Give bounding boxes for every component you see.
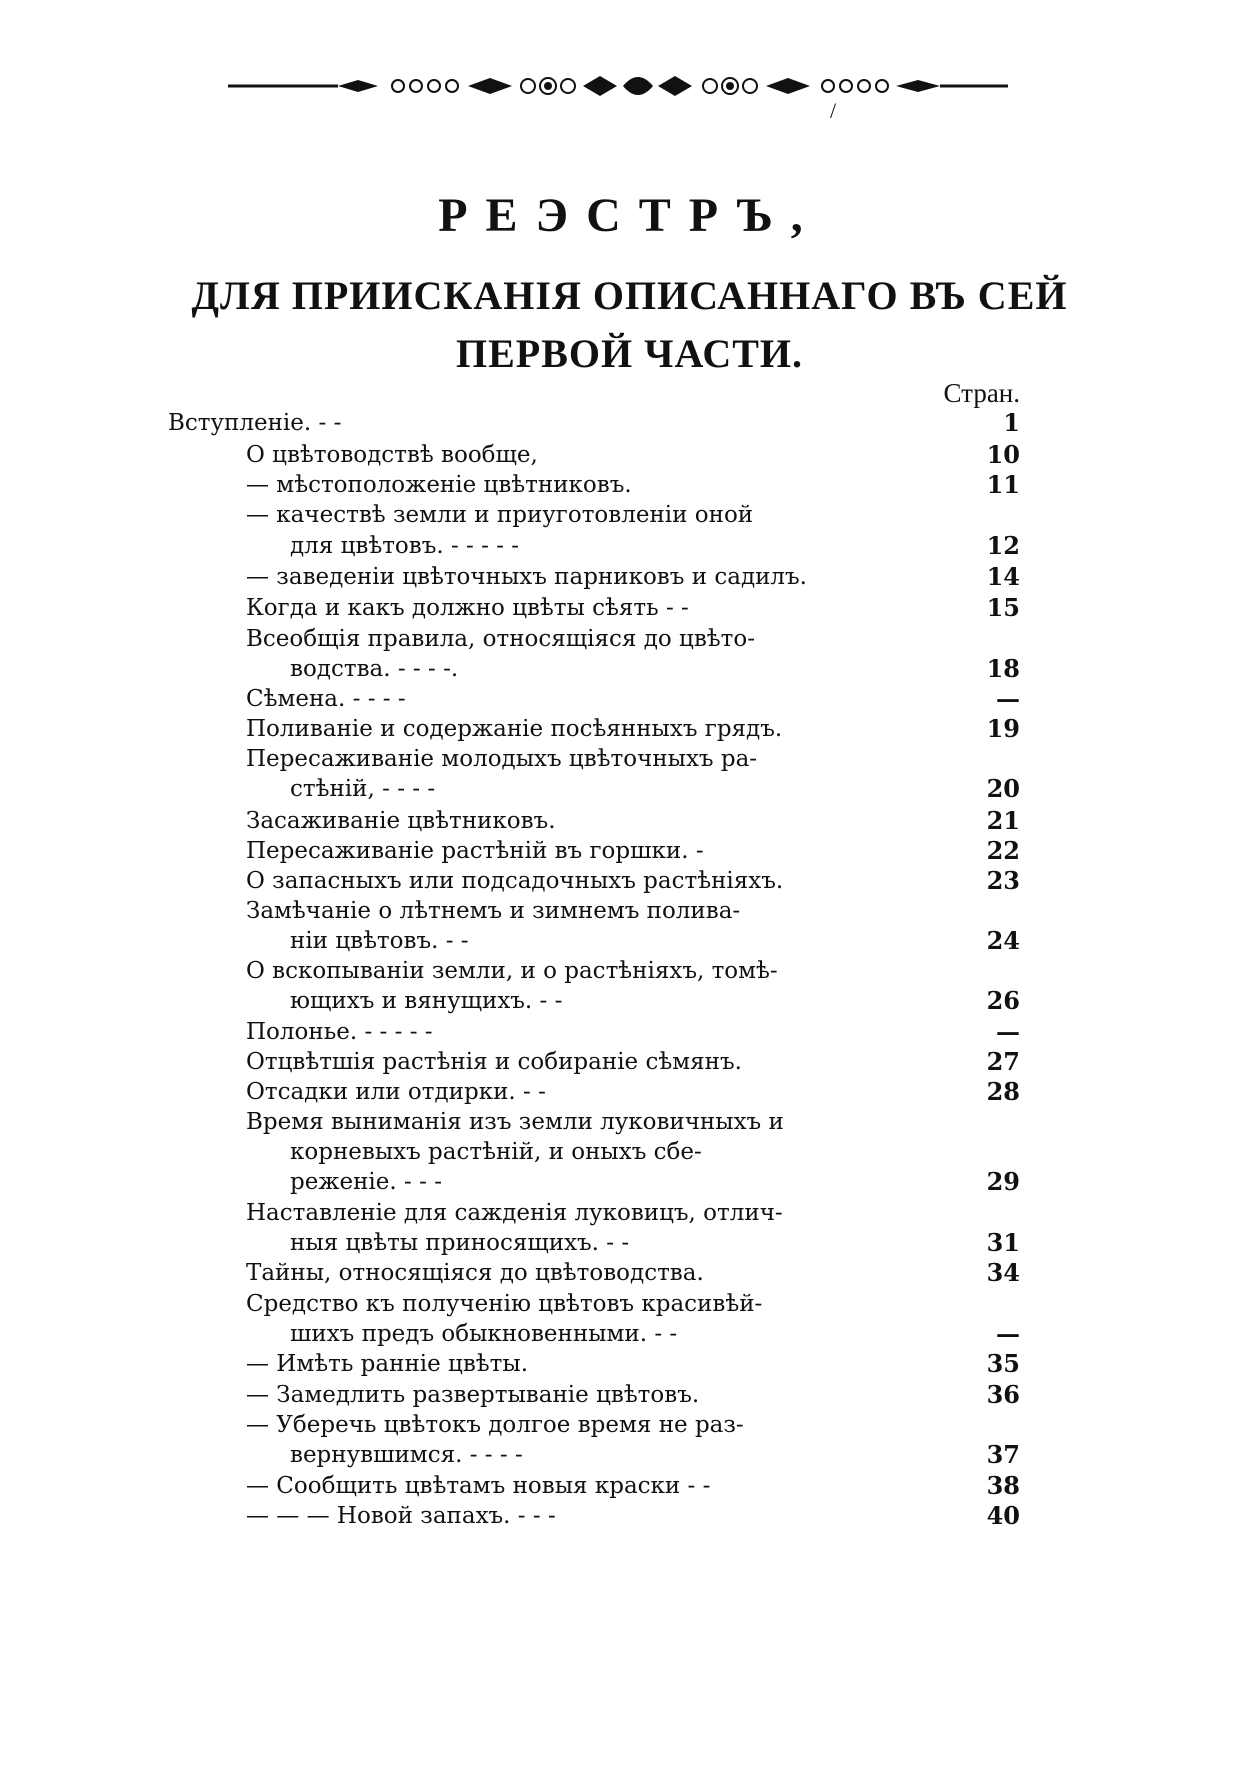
toc-entry-page: 12: [986, 531, 1020, 560]
toc-entry-page: 11: [986, 470, 1020, 499]
toc-entry-page: [950, 1410, 1020, 1440]
toc-entry-text: шихъ предъ обыкновенными. - -: [290, 1321, 678, 1347]
toc-entry-page: 18: [986, 654, 1020, 683]
toc-entry-page: [950, 896, 1020, 926]
toc-entry-text: Вступленiе. - -: [168, 410, 342, 436]
toc-entry-text: Засаживанiе цвѣтниковъ.: [246, 808, 556, 834]
toc-entry-text: Полонье. - - - - -: [246, 1019, 433, 1045]
subtitle-line-2: ПЕРВОЙ ЧАСТИ.: [455, 331, 804, 376]
toc-entry-page: [950, 744, 1020, 774]
toc-entry-text: корневыхъ растѣнiй, и оныхъ сбе-: [290, 1139, 702, 1165]
toc-entry-text: — заведенiи цвѣточныхъ парниковъ и садилъ.: [246, 564, 807, 590]
toc-entry-text: Замѣчанiе о лѣтнемъ и зимнемъ полива-: [246, 898, 741, 924]
subtitle-line-1: ДЛЯ ПРИИСКАНIЯ ОПИСАННАГО ВЪ СЕЙ: [191, 273, 1068, 318]
toc-entry-page: 24: [986, 926, 1020, 955]
page-mark: /: [830, 98, 837, 123]
toc-entry-page: —: [996, 1319, 1020, 1348]
toc-entry-page: 28: [986, 1077, 1020, 1106]
toc-entry-text: Наставленiе для сажденiя луковицъ, отлич-: [246, 1200, 783, 1226]
toc-entry-page: [950, 956, 1020, 986]
toc-entry-page: [950, 1137, 1020, 1167]
toc-entry-page: [950, 624, 1020, 654]
toc-entry-page: 29: [986, 1167, 1020, 1196]
toc-entry-text: стѣнiй, - - - -: [290, 776, 436, 802]
toc-entry-page: 15: [986, 593, 1020, 622]
toc-entry-page: —: [996, 1017, 1020, 1046]
toc-entry-text: Время выниманiя изъ земли луковичныхъ и: [246, 1109, 784, 1135]
toc-entry-text: — Имѣть раннiе цвѣты.: [246, 1351, 529, 1377]
toc-entry-page: 36: [986, 1380, 1020, 1409]
toc-entry-text: для цвѣтовъ. - - - - -: [290, 533, 520, 559]
toc-entry-page: 26: [986, 986, 1020, 1015]
toc-entry-text: вернувшимся. - - - -: [290, 1442, 523, 1468]
toc-entry-text: Поливанiе и содержанiе посѣянныхъ грядъ.: [246, 716, 783, 742]
toc-entry-page: 40: [986, 1501, 1020, 1530]
toc-entry-page: 38: [986, 1471, 1020, 1500]
toc-entry-text: — Уберечь цвѣтокъ долгое время не раз-: [246, 1412, 744, 1438]
toc-entry-text: — — — Новой запахъ. - - -: [246, 1503, 556, 1529]
toc-entry-text: нiи цвѣтовъ. - -: [290, 928, 469, 954]
toc-entry-text: Когда и какъ должно цвѣты сѣять - -: [246, 595, 689, 621]
toc-entry-text: О цвѣтоводствѣ вообще,: [246, 442, 538, 468]
toc-entry-text: — Замедлить развертыванiе цвѣтовъ.: [246, 1382, 700, 1408]
toc-entry-page: 31: [986, 1228, 1020, 1257]
toc-entry-page: [950, 1107, 1020, 1137]
toc-entry-page: 22: [986, 836, 1020, 865]
toc-entry-text: Всеобщiя правила, относящiяся до цвѣто-: [246, 626, 755, 652]
toc-entry-text: О вскопыванiи земли, и о растѣнiяхъ, томѣ-: [246, 958, 778, 984]
toc-entry-page: 37: [986, 1440, 1020, 1469]
toc-entry-text: Тайны, относящiяся до цвѣтоводства.: [246, 1260, 704, 1286]
toc-entry-page: [950, 1289, 1020, 1319]
toc-entry-text: ныя цвѣты приносящихъ. - -: [290, 1230, 630, 1256]
toc-entry-page: [950, 500, 1020, 530]
toc-entry-text: реженiе. - - -: [290, 1169, 442, 1195]
toc-entry-text: — Сообщить цвѣтамъ новыя краски - -: [246, 1473, 711, 1499]
toc-entry-page: 34: [986, 1258, 1020, 1287]
toc-entry-page: 20: [986, 774, 1020, 803]
toc-entry-page: 1: [1003, 408, 1020, 437]
toc-entry-page: 14: [986, 562, 1020, 591]
toc-entry-page: 27: [986, 1047, 1020, 1076]
toc-entry-text: Средство къ полученiю цвѣтовъ красивѣй-: [246, 1291, 763, 1317]
toc-entry-page: [950, 1198, 1020, 1228]
toc-entry-page: 23: [986, 866, 1020, 895]
toc-entry-page: —: [996, 684, 1020, 713]
toc-entry-page: 19: [986, 714, 1020, 743]
toc-entry-page: 10: [986, 440, 1020, 469]
toc-entry-text: Отсадки или отдирки. - -: [246, 1079, 546, 1105]
toc-entry-text: Сѣмена. - - - -: [246, 686, 406, 712]
page-column-label: Стран.: [943, 378, 1020, 408]
toc-entry-text: — мѣстоположенiе цвѣтниковъ.: [246, 472, 632, 498]
page-title: РЕЭСТРЪ,: [438, 189, 821, 242]
toc-entry-text: водства. - - - -.: [290, 656, 459, 682]
toc-entry-text: О запасныхъ или подсадочныхъ растѣнiяхъ.: [246, 868, 784, 894]
toc-entry-page: 21: [986, 806, 1020, 835]
toc-entry-text: Пересаживанiе растѣнiй въ горшки. -: [246, 838, 704, 864]
toc-entry-text: — качествѣ земли и приуготовленiи оной: [246, 502, 754, 528]
toc-entry-text: Пересаживанiе молодыхъ цвѣточныхъ ра-: [246, 746, 758, 772]
toc-entry-text: ющихъ и вянущихъ. - -: [290, 988, 563, 1014]
toc-entry-text: Отцвѣтшiя растѣнiя и собиранiе сѣмянъ.: [246, 1049, 742, 1075]
toc-entry-page: 35: [986, 1349, 1020, 1378]
